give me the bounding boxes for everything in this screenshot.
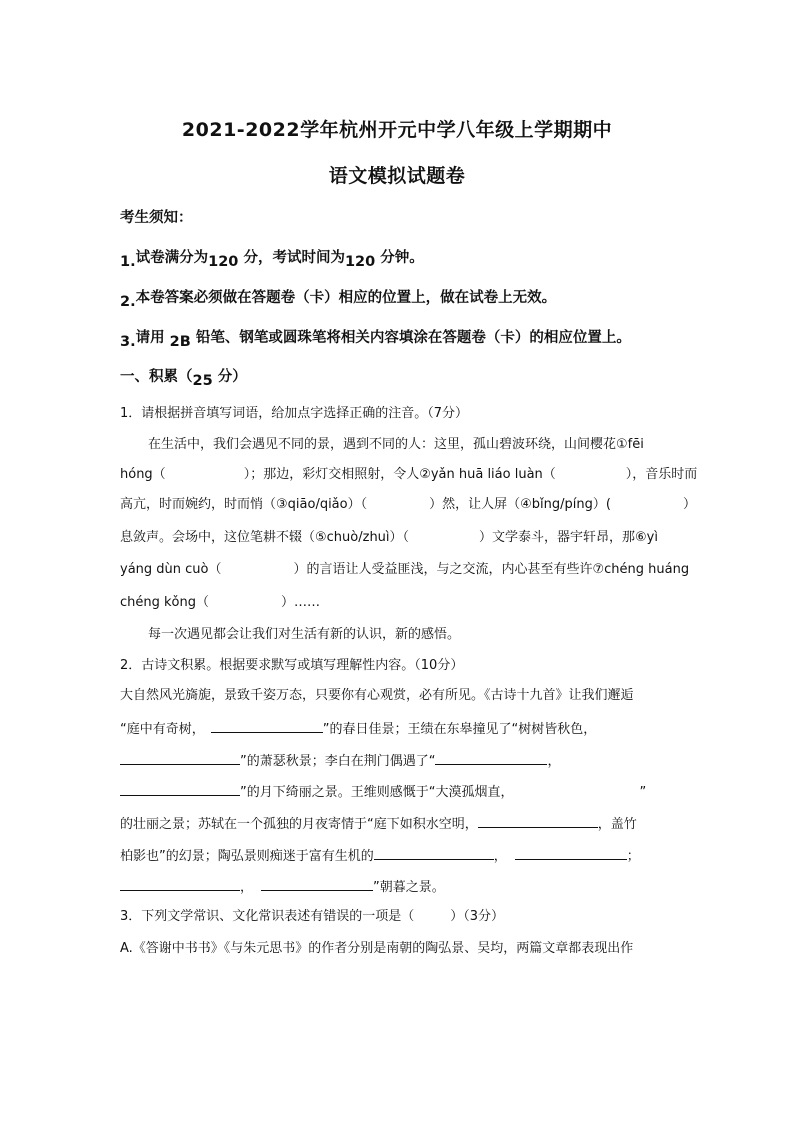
section-heading-text: 分） (212, 369, 247, 385)
q1-text: chéng kǒng（ (120, 595, 209, 610)
q1-text: ）…… (280, 595, 320, 610)
page-subtitle: 语文模拟试题卷 (328, 165, 466, 187)
q1-line (120, 560, 689, 580)
notice-item-1 (120, 248, 424, 268)
notice-item-number: 2. (120, 294, 136, 310)
q1-text: ）文学泰斗，器宇轩昂，那⑥yì (479, 530, 658, 545)
q1-text: hóng（ (120, 467, 166, 482)
fill-blank[interactable] (120, 750, 240, 765)
fill-blank[interactable] (435, 750, 547, 765)
q2-line: 大自然风光旖旎，景致千姿万态，只要你有心观赏，必有所见。《古诗十九首》让我们邂逅 (120, 688, 634, 703)
q1-line (120, 495, 696, 515)
notice-item-text: 分钟。 (375, 250, 424, 266)
section-score: 25 (192, 373, 213, 389)
q3-stem (120, 907, 504, 927)
notice-item-text: 铅笔、钢笔或圆珠笔将相关内容填涂在答题卷（卡）的相应位置上。 (190, 330, 631, 346)
notice-item-text: 分，考试时间为 (238, 250, 345, 266)
notice-item-number: 1. (120, 254, 136, 270)
q3-text: 3．下列文学常识、文化常识表述有错误的一项是（ (120, 909, 415, 924)
q2-text: ”的月下绮丽之景。王维则感慨于“大漠孤烟直， (240, 785, 514, 800)
q2-text: ， (547, 754, 561, 769)
q1-stem: 1．请根据拼音填写词语，给加点字选择正确的注音。（7分） (120, 406, 469, 421)
q1-line (120, 593, 320, 613)
q2-text: ，盖竹 (597, 817, 637, 832)
q2-text: “庭中有奇树， (120, 722, 205, 737)
q2-line (120, 813, 637, 835)
section-heading-text: 一、积累（ (120, 369, 193, 385)
fill-blank[interactable] (515, 845, 627, 860)
q1-text: ）的言语让人受益匪浅，与之交流，内心甚至有些许⑦chéng huáng (293, 562, 690, 577)
q3-option-a: A.《答谢中书书》《与朱元思书》的作者分别是南朝的陶弘景、吴均，两篇文章都表现出作 (120, 941, 634, 956)
q1-line: 每一次遇见都会让我们对生活有新的认识，新的感悟。 (148, 627, 461, 642)
notice-item-text: 本卷答案必须做在答题卷（卡）相应的位置上，做在试卷上无效。 (135, 290, 557, 306)
notice-item-text: 请用 (135, 330, 170, 346)
q2-text: ”的春日佳景；王绩在东皋撞见了“树树皆秋色， (322, 722, 597, 737)
q2-text: ， (240, 880, 254, 895)
q1-text: ） (682, 497, 696, 512)
q2-line (120, 750, 561, 772)
fill-blank[interactable] (120, 781, 240, 796)
q2-text: 的壮丽之景；苏轼在一个孤独的月夜寄情于“庭下如积水空明， (120, 817, 478, 832)
q2-line (120, 876, 445, 898)
pencil-grade: 2B (169, 334, 191, 350)
q2-text: ， (493, 849, 507, 864)
section-heading (120, 367, 247, 387)
notice-item-text: 试卷满分为 (135, 250, 209, 266)
q2-text: ”朝暮之景。 (373, 880, 445, 895)
fill-blank[interactable] (120, 876, 240, 891)
q1-text: yáng dùn cuò（ (120, 562, 222, 577)
q2-text: 柏影也”的幻景；陶弘景则痴迷于富有生机的 (120, 849, 374, 864)
q3-text: ）（3分） (450, 909, 505, 924)
q2-line (120, 718, 596, 740)
q1-line (120, 465, 697, 485)
notice-item-2 (120, 288, 556, 308)
q2-text: ”的萧瑟秋景；李白在荆门偶遇了“ (240, 754, 436, 769)
q2-text: ； (626, 849, 640, 864)
q1-text: 高亢，时而婉约，时而悄（③qiāo/qiǎo）（ (120, 497, 368, 512)
q1-text: 息敛声。会场中，这位笔耕不辍（⑤chuò/zhuì）（ (120, 530, 410, 545)
q1-line (120, 528, 658, 548)
q1-text: ）；那边，彩灯交相照射，令人②yǎn huā liáo luàn（ (243, 467, 556, 482)
q1-text: ）然，让人屏（④bǐng/píng）( (429, 497, 611, 512)
notice-item-3 (120, 328, 631, 348)
fill-blank[interactable] (478, 813, 598, 828)
time-value: 120 (344, 254, 376, 270)
fill-blank[interactable] (211, 718, 323, 733)
page-title: 2021-2022学年杭州开元中学八年级上学期期中 (181, 119, 613, 141)
fill-blank[interactable] (261, 876, 373, 891)
q2-line (120, 845, 640, 867)
q2-line (120, 781, 646, 803)
notice-item-number: 3. (120, 334, 136, 350)
score-value: 120 (208, 254, 239, 270)
notice-heading: 考生须知： (120, 210, 193, 226)
q2-text: ” (639, 785, 647, 800)
q1-line: 在生活中，我们会遇见不同的景，遇到不同的人：这里，孤山碧波环绕，山间樱花①fēi (148, 437, 644, 452)
fill-blank[interactable] (374, 845, 494, 860)
q1-text: ），音乐时而 (625, 467, 698, 482)
q2-stem: 2．古诗文积累。根据要求默写或填写理解性内容。（10分） (120, 658, 464, 673)
